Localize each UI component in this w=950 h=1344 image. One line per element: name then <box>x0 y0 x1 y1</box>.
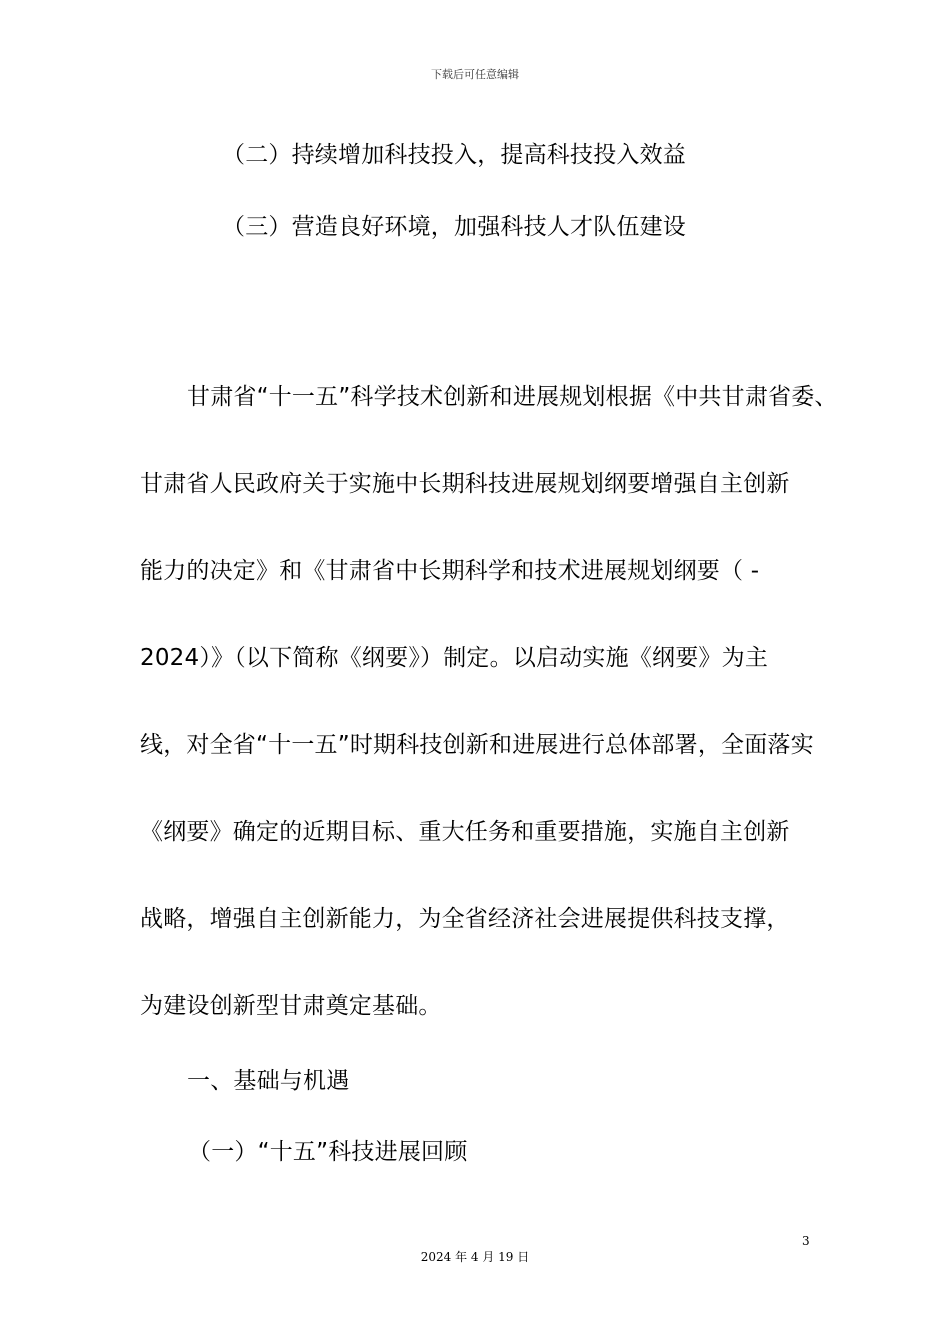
subheading-2: （二）持续增加科技投入，提高科技投入效益 <box>222 142 686 168</box>
section-heading: 一、基础与机遇 <box>187 1068 350 1094</box>
paragraph-line: 甘肃省人民政府关于实施中长期科技进展规划纲要增强自主创新 <box>140 471 790 497</box>
page-header: 下载后可任意编辑 <box>431 68 519 81</box>
subheading-3: （三）营造良好环境，加强科技人才队伍建设 <box>222 214 686 240</box>
paragraph-line: 线，对全省“十一五”时期科技创新和进展进行总体部署，全面落实 <box>140 732 814 758</box>
paragraph-line: 甘肃省“十一五”科学技术创新和进展规划根据《中共甘肃省委、 <box>187 384 838 410</box>
paragraph-line: 《纲要》确定的近期目标、重大任务和重要措施，实施自主创新 <box>140 819 790 845</box>
paragraph-line: 为建设创新型甘肃奠定基础。 <box>140 993 442 1019</box>
section-subheading: （一）“十五”科技进展回顾 <box>188 1139 468 1165</box>
page-number: 3 <box>802 1234 810 1248</box>
paragraph-line: 能力的决定》和《甘肃省中长期科学和技术进展规划纲要（ - <box>140 558 760 584</box>
page-footer-date: 2024 年 4 月 19 日 <box>420 1250 530 1264</box>
paragraph-line: 2024）》（以下简称《纲要》）制定。以启动实施《纲要》为主 <box>140 645 769 671</box>
paragraph-line: 战略，增强自主创新能力，为全省经济社会进展提供科技支撑， <box>140 906 790 932</box>
